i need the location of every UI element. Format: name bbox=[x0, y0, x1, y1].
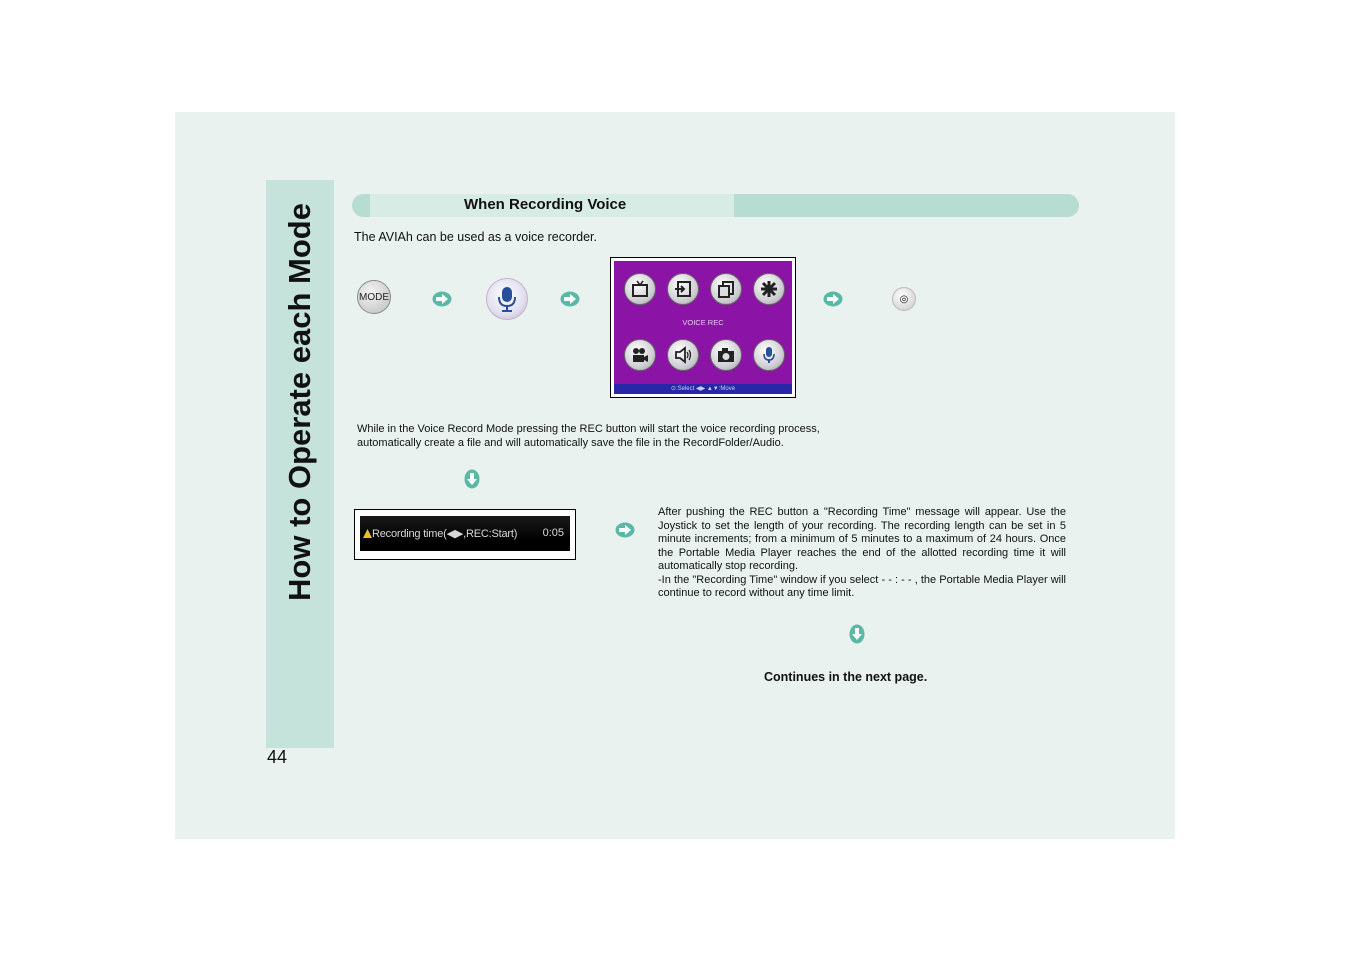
microphone-button bbox=[486, 278, 528, 320]
warning-icon bbox=[363, 529, 372, 538]
recording-time-bar bbox=[360, 516, 570, 551]
side-title: How to Operate each Mode bbox=[282, 203, 317, 601]
description-line: While in the Voice Record Mode pressing the REC button will start the voice recording process, bbox=[357, 423, 820, 435]
intro-text: The AVIAh can be used as a voice recorder. bbox=[354, 230, 597, 244]
tv-icon bbox=[624, 273, 656, 305]
arrow-right-icon bbox=[615, 522, 635, 538]
section-title: When Recording Voice bbox=[464, 196, 627, 213]
recording-time-screenshot bbox=[354, 509, 576, 560]
copy-icon bbox=[710, 273, 742, 305]
menu-screen-label: VOICE REC bbox=[682, 318, 724, 327]
section-header-bar bbox=[352, 194, 1079, 217]
camera-icon bbox=[710, 339, 742, 371]
rec-button-icon: ◎ bbox=[892, 287, 916, 311]
mode-button bbox=[357, 280, 391, 314]
recording-time-description bbox=[658, 506, 1066, 601]
page-number: 44 bbox=[267, 747, 288, 767]
import-icon bbox=[667, 273, 699, 305]
continues-note: Continues in the next page. bbox=[764, 670, 928, 684]
menu-screen-hint: ⊙:Select ◀▶ ▲▼:Move bbox=[614, 384, 792, 394]
mode-button-label: MODE bbox=[359, 291, 389, 303]
arrow-down-icon bbox=[464, 469, 480, 489]
description-paragraph: After pushing the REC button a "Recording Time" message will appear. Use the Joystick to set the length of your recording. The recording length can be set in 5 minute increments; from a minimum of 5 minutes to a maximum of 24 hours. Once the Portable Media Player reaches the end of the allotted recording time it will automatically stop recording. bbox=[658, 506, 1066, 572]
description-paragraph: -In the "Recording Time" window if you select - - : - - , the Portable Media Player will continue to record without any time limit. bbox=[658, 573, 1066, 599]
menu-screen bbox=[614, 261, 792, 394]
microphone-icon bbox=[487, 279, 527, 319]
arrow-down-icon bbox=[849, 624, 865, 644]
settings-star-icon bbox=[753, 273, 785, 305]
movie-camera-icon bbox=[624, 339, 656, 371]
recording-time-label: Recording time(◀▶,REC:Start) bbox=[372, 528, 518, 540]
mode-menu-screenshot bbox=[610, 257, 796, 398]
speaker-icon bbox=[667, 339, 699, 371]
arrow-right-icon bbox=[823, 291, 843, 307]
voice-record-description bbox=[357, 422, 847, 450]
microphone-icon bbox=[753, 339, 785, 371]
description-line: automatically create a file and will automatically save the file in the RecordFolder/Audio. bbox=[357, 437, 784, 449]
arrow-right-icon bbox=[432, 291, 452, 307]
arrow-right-icon bbox=[560, 291, 580, 307]
recording-time-value: 0:05 bbox=[542, 527, 564, 539]
